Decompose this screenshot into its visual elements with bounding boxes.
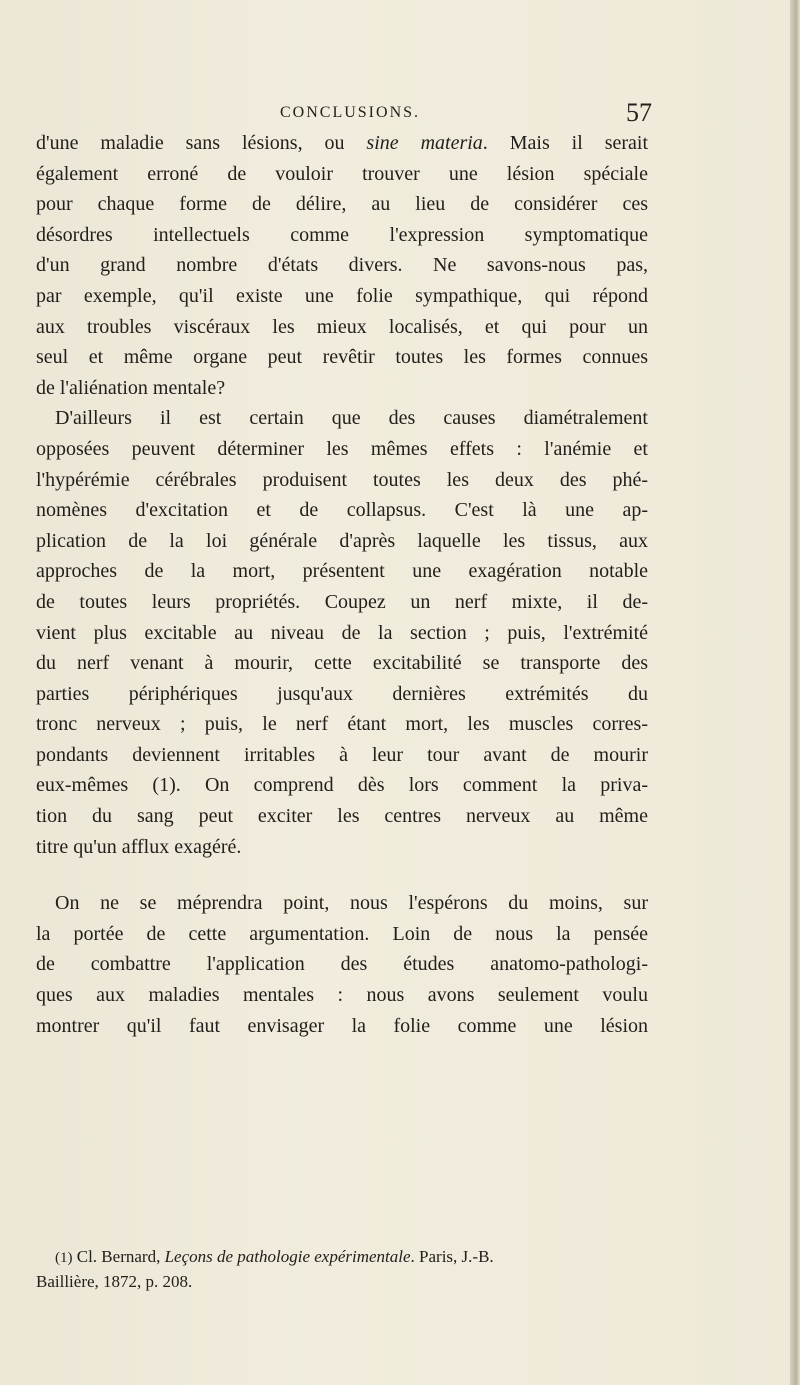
text-line: pondants deviennent irritables à leur tour avant de mourir (36, 743, 648, 766)
paragraph-3 (36, 888, 648, 1041)
text-line: plication de la loi générale d'après laquelle les tissus, aux (36, 529, 648, 552)
footnote-line: Baillière, 1872, p. 208. (36, 1272, 193, 1291)
text-line: de toutes leurs propriétés. Coupez un nerf mixte, il de- (36, 590, 648, 613)
text-line: seul et même organe peut revêtir toutes les formes connues (36, 346, 648, 369)
text-line: titre qu'un afflux exagéré. (36, 835, 242, 858)
text-line: montrer qu'il faut envisager la folie comme une lésion (36, 1014, 648, 1037)
footnote-tail: . Paris, J.-B. (410, 1247, 494, 1266)
page-edge (790, 0, 800, 1385)
paragraph-2 (36, 403, 648, 862)
footnote-line (36, 1245, 648, 1270)
paragraph-gap (36, 862, 648, 888)
page-number: 57 (626, 98, 652, 127)
text-run: d'une maladie sans lésions, ou (36, 132, 367, 154)
footnote (36, 1245, 648, 1294)
text-line: On ne se méprendra point, nous l'espérons du moins, sur (55, 892, 648, 915)
text-line: de l'aliénation mentale? (36, 376, 226, 399)
footnote-title: Leçons de pathologie expérimentale (164, 1247, 411, 1266)
running-head (0, 98, 800, 128)
text-line: du nerf venant à mourir, cette excitabilité se transporte des (36, 652, 648, 675)
text-line: parties périphériques jusqu'aux dernières extrémités du (36, 682, 648, 705)
text-line: D'ailleurs il est certain que des causes diamétralement (55, 407, 648, 430)
text-line: aux troubles viscéraux les mieux localisés, et qui pour un (36, 315, 648, 338)
text-line: pour chaque forme de délire, au lieu de considérer ces (36, 193, 648, 216)
text-line: également erroné de vouloir trouver une lésion spéciale (36, 162, 648, 185)
text-line: ques aux maladies mentales : nous avons seulement voulu (36, 984, 648, 1007)
text-line: nomènes d'excitation et de collapsus. C'est là une ap- (36, 499, 648, 522)
italic-phrase: sine materia (366, 132, 483, 154)
body-text (36, 128, 648, 1041)
text-line: la portée de cette argumentation. Loin de nous la pensée (36, 922, 648, 945)
text-run: . Mais il serait (482, 132, 649, 154)
text-line: désordres intellectuels comme l'expression symptomatique (36, 223, 648, 246)
footnote-author: Cl. Bernard, (72, 1247, 165, 1266)
text-line: approches de la mort, présentent une exagération notable (36, 560, 648, 583)
text-line: tion du sang peut exciter les centres nerveux au même (36, 805, 648, 828)
text-line: tronc nerveux ; puis, le nerf étant mort, les muscles corres- (36, 713, 648, 736)
running-head-title: CONCLUSIONS. (280, 104, 421, 121)
text-line (36, 128, 648, 159)
paragraph-1 (36, 128, 648, 403)
text-line: de combattre l'application des études anatomo-pathologi- (36, 953, 648, 976)
text-line: par exemple, qu'il existe une folie sympathique, qui répond (36, 284, 648, 307)
text-line: opposées peuvent déterminer les mêmes effets : l'anémie et (36, 437, 648, 460)
text-line: d'un grand nombre d'états divers. Ne savons-nous pas, (36, 254, 648, 277)
text-line: eux-mêmes (1). On comprend dès lors comment la priva- (36, 774, 648, 797)
text-line: l'hypérémie cérébrales produisent toutes les deux des phé- (36, 468, 648, 491)
text-line: vient plus excitable au niveau de la section ; puis, l'extrémité (36, 621, 648, 644)
footnote-marker: (1) (55, 1250, 73, 1266)
